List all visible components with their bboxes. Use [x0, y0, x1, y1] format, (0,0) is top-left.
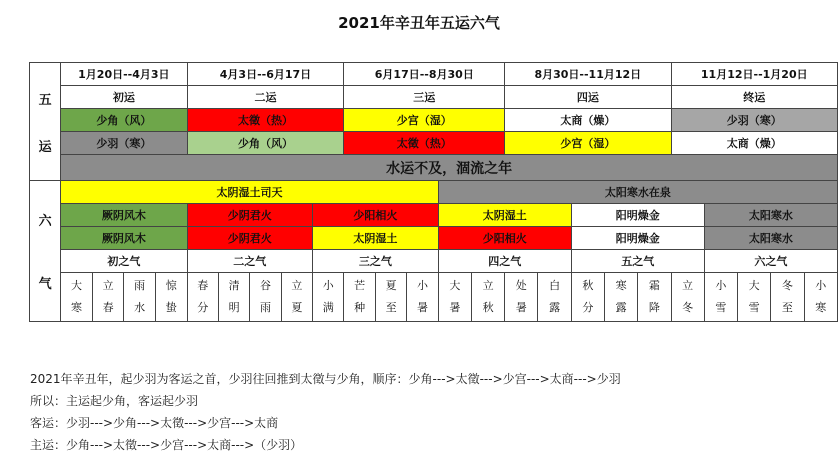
- side-label-liuqi: [30, 181, 61, 322]
- solar-term-char-bottom: 暑: [515, 301, 527, 314]
- yun-name: 三运: [344, 86, 505, 109]
- solar-term-cell: [61, 273, 93, 322]
- page-title: 2021年辛丑年五运六气: [338, 14, 500, 32]
- solar-term-cell: [638, 273, 671, 322]
- solar-term-char-top: 寒: [615, 279, 627, 292]
- solar-term-cell: [344, 273, 375, 322]
- solar-term-char-bottom: 降: [648, 301, 660, 314]
- zhu-qi-cell: 阳明燥金: [571, 204, 704, 227]
- zhu-yun-cell: 少羽（寒）: [671, 109, 838, 132]
- solar-term-char-bottom: 露: [549, 301, 561, 314]
- solar-term-char-bottom: 秋: [482, 301, 494, 314]
- yun-name: 四运: [505, 86, 671, 109]
- notes-section: [30, 368, 621, 456]
- ke-qi-cell: 厥阴风木: [61, 227, 187, 250]
- solar-term-cell: [738, 273, 771, 322]
- ke-yun-cell: 少羽（寒）: [61, 132, 187, 155]
- ke-qi-cell: 太阴湿土: [313, 227, 439, 250]
- solar-term-char-top: 立: [482, 279, 494, 292]
- solar-term-char-bottom: 夏: [291, 301, 303, 314]
- solar-term-cell: [538, 273, 571, 322]
- zhu-qi-cell: 少阳相火: [313, 204, 439, 227]
- solar-term-cell: [704, 273, 737, 322]
- solar-term-char-top: 小: [322, 279, 334, 292]
- solar-term-char-bottom: 冬: [682, 301, 694, 314]
- qi-name: 三之气: [313, 250, 439, 273]
- yun-name: 终运: [671, 86, 838, 109]
- solar-term-char-bottom: 雪: [715, 301, 727, 314]
- zhu-yun-cell: 太商（燥）: [505, 109, 671, 132]
- period-header: 8月30日--11月12日: [505, 63, 671, 86]
- solar-term-cell: [604, 273, 637, 322]
- yun-name: 初运: [61, 86, 187, 109]
- solar-term-char-top: 惊: [165, 279, 177, 292]
- zhu-qi-cell: 少阴君火: [187, 204, 313, 227]
- zhu-qi-cell: 厥阴风木: [61, 204, 187, 227]
- solar-term-char-top: 清: [228, 279, 240, 292]
- note-line-4: 主运：少角--->太徵--->少宫--->太商--->（少羽）: [30, 438, 303, 452]
- solar-term-char-top: 冬: [781, 279, 793, 292]
- note-line-3: 客运：少羽--->少角--->太徵--->少宫--->太商: [30, 416, 279, 430]
- side-label-wuyun: [30, 63, 61, 181]
- solar-term-char-bottom: 春: [102, 301, 114, 314]
- wuyun-liuqi-table: [29, 62, 838, 322]
- solar-term-char-bottom: 寒: [70, 301, 82, 314]
- solar-term-char-bottom: 至: [385, 301, 397, 314]
- solar-term-cell: [155, 273, 187, 322]
- ke-qi-cell: 少阴君火: [187, 227, 313, 250]
- solar-term-char-bottom: 种: [354, 301, 366, 314]
- ke-yun-cell: 少宫（湿）: [505, 132, 671, 155]
- solar-term-cell: [505, 273, 538, 322]
- zhu-qi-cell: 太阴湿土: [438, 204, 571, 227]
- solar-term-char-top: 小: [417, 279, 429, 292]
- ke-yun-cell: 太商（燥）: [671, 132, 838, 155]
- solar-term-cell: [313, 273, 344, 322]
- qi-name: 五之气: [571, 250, 704, 273]
- solar-term-char-top: 谷: [259, 279, 271, 292]
- solar-term-char-top: 立: [682, 279, 694, 292]
- period-header: 11月12日--1月20日: [671, 63, 838, 86]
- solar-term-char-bottom: 暑: [417, 301, 429, 314]
- zaiquan-cell: 太阳寒水在泉: [438, 181, 837, 204]
- solar-term-cell: [375, 273, 406, 322]
- solar-term-char-top: 大: [449, 279, 461, 292]
- solar-term-cell: [218, 273, 249, 322]
- qi-name: 六之气: [704, 250, 837, 273]
- side-label-yun: 运: [38, 139, 52, 155]
- solar-term-char-bottom: 满: [322, 301, 334, 314]
- solar-term-char-top: 大: [70, 279, 82, 292]
- solar-term-char-top: 小: [715, 279, 727, 292]
- summary-band: 水运不及，涸流之年: [61, 155, 838, 181]
- solar-term-cell: [407, 273, 438, 322]
- solar-term-cell: [438, 273, 471, 322]
- qi-name: 初之气: [61, 250, 187, 273]
- note-line-1: 2021年辛丑年，起少羽为客运之首，少羽往回推到太徵与少角，顺序：少角--->太徵--->少宫--->太商--->少羽: [30, 372, 621, 386]
- solar-term-char-top: 春: [197, 279, 209, 292]
- ke-yun-cell: 少角（风）: [187, 132, 344, 155]
- solar-term-char-bottom: 至: [781, 301, 793, 314]
- ke-yun-cell: 太徵（热）: [344, 132, 505, 155]
- solar-term-char-bottom: 露: [615, 301, 627, 314]
- solar-term-char-top: 立: [102, 279, 114, 292]
- solar-term-cell: [471, 273, 504, 322]
- solar-term-cell: [250, 273, 281, 322]
- solar-term-char-top: 芒: [354, 279, 366, 292]
- ke-qi-cell: 阳明燥金: [571, 227, 704, 250]
- solar-term-cell: [124, 273, 156, 322]
- qi-name: 二之气: [187, 250, 313, 273]
- side-label-liu: 六: [38, 214, 52, 229]
- solar-term-char-top: 小: [815, 279, 827, 292]
- solar-term-cell: [804, 273, 837, 322]
- solar-term-char-bottom: 明: [228, 301, 240, 314]
- solar-term-char-bottom: 分: [197, 301, 209, 314]
- solar-term-char-top: 雨: [134, 279, 146, 292]
- solar-term-cell: [187, 273, 218, 322]
- solar-term-cell: [281, 273, 312, 322]
- side-label-wu: 五: [38, 92, 52, 108]
- zhu-yun-cell: 太徵（热）: [187, 109, 344, 132]
- ke-qi-cell: 少阳相火: [438, 227, 571, 250]
- note-line-2: 所以：主运起少角，客运起少羽: [30, 394, 199, 408]
- solar-term-char-bottom: 暑: [449, 301, 461, 314]
- solar-term-char-bottom: 水: [134, 301, 146, 314]
- sitian-cell: 太阴湿土司天: [61, 181, 439, 204]
- solar-term-char-top: 霜: [648, 279, 660, 292]
- solar-term-cell: [92, 273, 124, 322]
- solar-term-char-bottom: 寒: [815, 301, 827, 314]
- solar-term-char-bottom: 分: [582, 301, 594, 314]
- ke-qi-cell: 太阳寒水: [704, 227, 837, 250]
- solar-term-char-bottom: 蛰: [165, 301, 177, 314]
- period-header: 6月17日--8月30日: [344, 63, 505, 86]
- solar-term-char-top: 立: [291, 279, 303, 292]
- solar-term-char-top: 白: [549, 279, 561, 292]
- solar-term-char-top: 夏: [385, 279, 397, 292]
- solar-term-char-bottom: 雨: [259, 301, 271, 314]
- zhu-yun-cell: 少宫（湿）: [344, 109, 505, 132]
- zhu-qi-cell: 太阳寒水: [704, 204, 837, 227]
- side-label-qi: 气: [38, 277, 52, 292]
- zhu-yun-cell: 少角（风）: [61, 109, 187, 132]
- solar-term-cell: [771, 273, 804, 322]
- solar-term-char-bottom: 雪: [748, 301, 760, 314]
- solar-term-char-top: 大: [748, 279, 760, 292]
- solar-term-char-top: 处: [515, 279, 527, 292]
- solar-term-char-top: 秋: [582, 279, 594, 292]
- yun-name: 二运: [187, 86, 344, 109]
- period-header: 4月3日--6月17日: [187, 63, 344, 86]
- solar-term-cell: [571, 273, 604, 322]
- qi-name: 四之气: [438, 250, 571, 273]
- period-header: 1月20日--4月3日: [61, 63, 187, 86]
- solar-term-cell: [671, 273, 704, 322]
